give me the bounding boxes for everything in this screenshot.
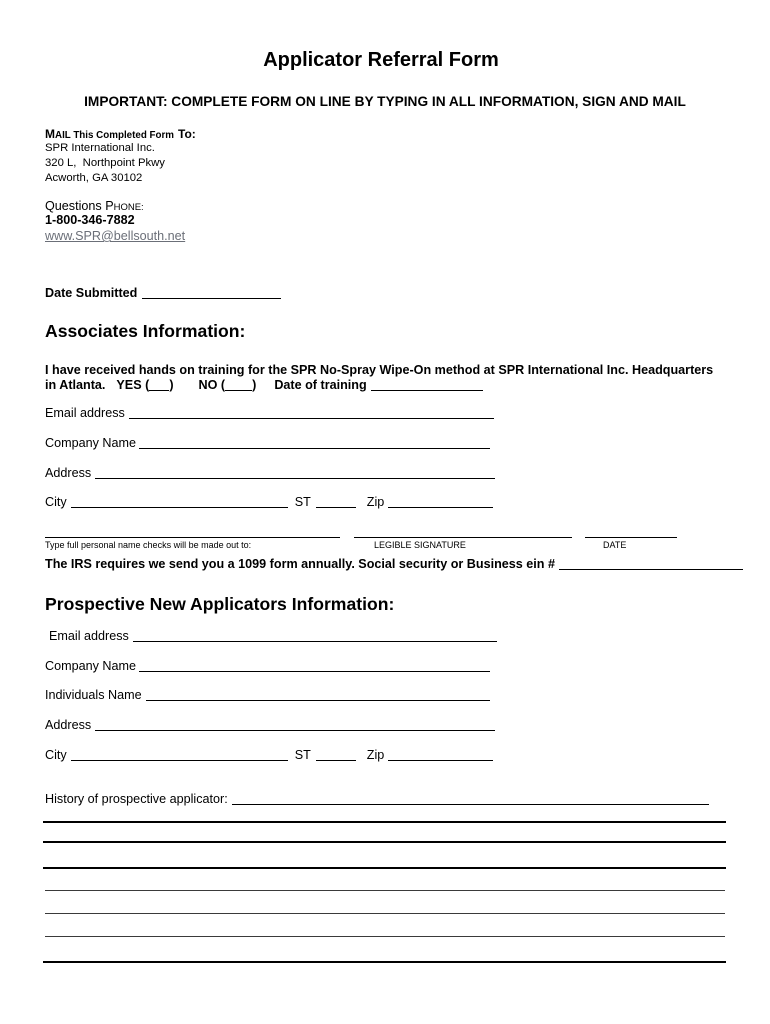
associate-city-field[interactable]: [71, 507, 288, 508]
prospect-zip-field[interactable]: [388, 760, 493, 761]
no-close-paren: ): [252, 378, 257, 392]
prospect-city-label: City: [45, 748, 67, 762]
prospect-individual-row: [45, 688, 490, 703]
mail-heading-end: To:: [178, 127, 196, 141]
prospect-company-row: [45, 659, 490, 674]
associate-email-row: [45, 406, 494, 421]
training-date-field[interactable]: [371, 390, 483, 391]
prospect-individual-field[interactable]: [146, 700, 490, 701]
history-line[interactable]: [45, 936, 725, 937]
prospect-history-field[interactable]: [232, 804, 709, 805]
mail-heading-middle: AIL This Completed Form: [55, 130, 175, 141]
history-line[interactable]: [43, 961, 726, 963]
associate-state-field[interactable]: [316, 507, 356, 508]
associate-address-field[interactable]: [95, 478, 495, 479]
no-field[interactable]: [225, 390, 252, 391]
date-submitted-row: [45, 286, 281, 301]
date-submitted-label: Date Submitted: [45, 286, 138, 300]
history-line[interactable]: [43, 867, 726, 869]
prospect-city-row: [45, 748, 493, 763]
yes-label: YES (: [116, 378, 150, 392]
prospect-history-label: History of prospective applicator:: [45, 792, 228, 806]
questions-label-start: Questions P: [45, 199, 114, 213]
associate-address-row: [45, 466, 495, 481]
associate-company-row: [45, 436, 490, 451]
prospect-zip-label: Zip: [366, 748, 385, 762]
training-location: in Atlanta.: [45, 378, 106, 392]
prospect-company-field[interactable]: [139, 671, 490, 672]
prospect-email-label: Email address: [49, 629, 129, 643]
prospect-address-row: [45, 718, 495, 733]
prospect-state-field[interactable]: [316, 760, 356, 761]
signature-date-caption: DATE: [603, 540, 627, 550]
payee-name-caption: Type full personal name checks will be made out to:: [45, 540, 252, 550]
associate-address-label: Address: [45, 466, 92, 480]
prospect-individual-label: Individuals Name: [45, 688, 142, 702]
training-statement: I have received hands on training for the SPR No-Spray Wipe-On method at SPR International Inc. Headquarters: [45, 363, 714, 377]
payee-name-field[interactable]: [45, 537, 340, 538]
tax-id-field[interactable]: [559, 569, 743, 570]
signature-date-field[interactable]: [585, 537, 677, 538]
history-line[interactable]: [43, 821, 726, 823]
history-line[interactable]: [43, 841, 726, 843]
prospect-state-label: ST: [294, 748, 311, 762]
prospect-email-row: [49, 629, 497, 644]
mail-address-street: 320 L, Northpoint Pkwy: [45, 157, 165, 169]
associate-email-field[interactable]: [129, 418, 494, 419]
website-link[interactable]: www.SPR@bellsouth.net: [45, 229, 186, 243]
associate-state-label: ST: [294, 495, 311, 509]
associate-company-label: Company Name: [45, 436, 136, 450]
associate-zip-field[interactable]: [388, 507, 493, 508]
yes-field[interactable]: [149, 390, 169, 391]
prospect-history-row: [45, 792, 709, 807]
questions-label-end: HONE:: [113, 202, 144, 213]
prospect-address-label: Address: [45, 718, 92, 732]
tax-statement: The IRS requires we send you a 1099 form annually. Social security or Business ein #: [45, 557, 555, 571]
prospect-city-field[interactable]: [71, 760, 288, 761]
associate-city-row: [45, 495, 493, 510]
prospect-address-field[interactable]: [95, 730, 495, 731]
history-line[interactable]: [45, 913, 725, 914]
associate-email-label: Email address: [45, 406, 125, 420]
prospective-heading: Prospective New Applicators Information:: [45, 594, 395, 614]
tax-id-row: [45, 557, 743, 572]
training-answer-row: [45, 378, 483, 393]
signature-caption: LEGIBLE SIGNATURE: [374, 540, 466, 550]
associate-city-label: City: [45, 495, 67, 509]
prospect-company-label: Company Name: [45, 659, 136, 673]
yes-close-paren: ): [169, 378, 174, 392]
form-title: Applicator Referral Form: [263, 49, 499, 71]
important-notice: IMPORTANT: COMPLETE FORM ON LINE BY TYPING IN ALL INFORMATION, SIGN AND MAIL: [84, 94, 686, 109]
mail-address-city: Acworth, GA 30102: [45, 172, 143, 184]
signature-field[interactable]: [354, 537, 572, 538]
associate-company-field[interactable]: [139, 448, 490, 449]
mail-address-company: SPR International Inc.: [45, 142, 155, 154]
phone-number: 1-800-346-7882: [45, 213, 135, 227]
training-date-label: Date of training: [274, 378, 367, 392]
no-label: NO (: [198, 378, 226, 392]
mail-heading-initial: M: [45, 127, 55, 141]
date-submitted-field[interactable]: [142, 298, 281, 299]
prospect-email-field[interactable]: [133, 641, 497, 642]
associates-heading: Associates Information:: [45, 321, 246, 341]
associate-zip-label: Zip: [366, 495, 385, 509]
history-line[interactable]: [45, 890, 725, 891]
